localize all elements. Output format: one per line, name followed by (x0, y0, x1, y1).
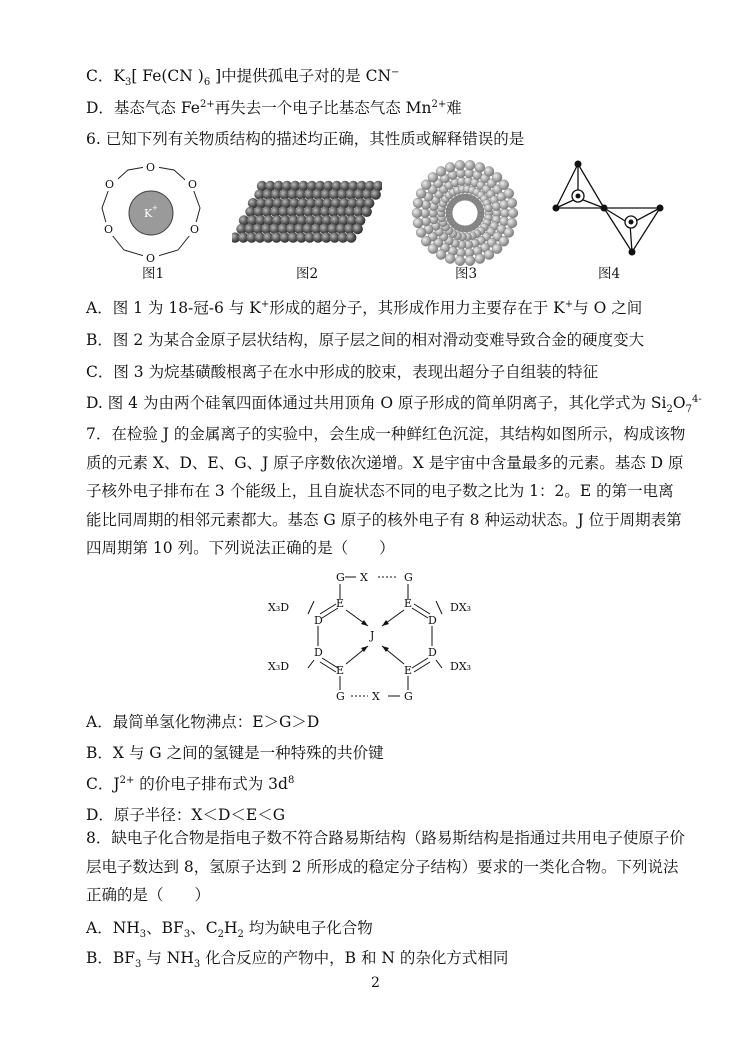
q7-option-a: A．最简单氢化物沸点：E＞G＞D (86, 713, 320, 731)
svg-text:O: O (146, 252, 156, 265)
svg-text:O: O (105, 178, 115, 191)
q6-stem: 6. 已知下列有关物质结构的描述均正确，其性质或解释错误的是 (86, 130, 525, 148)
svg-text:G: G (404, 571, 413, 584)
crown-ether-figure (96, 158, 206, 268)
figure-2-caption: 图2 (296, 266, 319, 282)
q8-option-b: B．$BF_3$ 与 $NH_3$ 化合反应的产物中，B 和 N 的杂化方式相同 (86, 949, 509, 971)
svg-text:O: O (188, 178, 198, 191)
svg-text:X: X (372, 690, 380, 703)
svg-text:E: E (336, 597, 345, 610)
svg-text:O: O (146, 161, 156, 174)
svg-text:D: D (428, 646, 437, 659)
svg-text:K: K (144, 207, 153, 220)
figure-4-caption: 图4 (598, 266, 621, 282)
q7-option-d: D．原子半径：X＜D＜E＜G (86, 806, 286, 824)
svg-text:E: E (404, 664, 413, 677)
alloy-layers-figure (232, 178, 382, 246)
q7-option-b: B．X 与 G 之间的氢键是一种特殊的共价键 (86, 744, 384, 762)
q6-option-a: A．图 1 为 18-冠-6 与 K+形成的超分子，其形成作用力主要存在于 K+与 O 之间 (86, 298, 643, 317)
q6-option-b: B．图 2 为某合金原子层状结构，原子层之间的相对滑动变难导致合金的硬度变大 (86, 331, 645, 349)
svg-text:D: D (428, 614, 437, 627)
figure-3-caption: 图3 (455, 266, 478, 282)
svg-text:J: J (370, 629, 375, 642)
svg-text:E: E (404, 597, 413, 610)
svg-text:O: O (104, 223, 114, 236)
q7-stem: 7．在检验 J 的金属离子的实验中，会生成一种鲜红色沉淀，其结构如图所示，构成该物质的元素 X、D、E、G、J 原子序数依次递增。X 是宇宙中含量最多的元素。基态 D 原子核外电子排布在 3 个能级上，且自旋状态不同的电子数之比为 1：2。E 的第一电离能比同周期的相邻元素都大。基态 G 原子的核外电子有 8 种运动状态。J 位于周期表第四周期第 10 列。下列说法正确的是（ ） (86, 425, 686, 557)
svg-text:G: G (336, 571, 345, 584)
micelle-figure (410, 158, 520, 268)
svg-text:DX₃: DX₃ (450, 601, 472, 614)
svg-text:D: D (314, 646, 323, 659)
q5-option-d: D．基态气态 $Fe^{2+}$再失去一个电子比基态气态 $Mn^{2+}$难 (86, 98, 462, 117)
q6-option-d: D. 图 4 为由两个硅氧四面体通过共用顶角 O 原子形成的简单阴离子，其化学式为 $Si_2O_7^{4-}$ (86, 393, 702, 416)
svg-text:X₃D: X₃D (268, 660, 290, 673)
svg-text:G: G (404, 690, 413, 703)
q7-option-c: C．$J^{2+}$ 的价电子排布式为 $3d^8$ (86, 774, 295, 793)
svg-text:O: O (190, 223, 200, 236)
q8-option-a: A．$NH_3$、$BF_3$、$C_2H_2$ 均为缺电子化合物 (86, 919, 373, 941)
silicate-tetrahedra-figure (548, 160, 678, 260)
page-number: 2 (371, 975, 380, 991)
q6-figures (0, 158, 751, 283)
svg-text:X₃D: X₃D (268, 601, 290, 614)
svg-text:+: + (152, 204, 158, 212)
q8-stem: 8．缺电子化合物是指电子数不符合路易斯结构（路易斯结构是指通过共用电子使原子价层电子数达到 8，氢原子达到 2 所形成的稳定分子结构）要求的一类化合物。下列说法正确的是（ ） (86, 829, 685, 904)
figure-1-caption: 图1 (142, 266, 165, 282)
q5-option-c: C．$K_3$[ Fe(CN )$_6$ ]中提供孤电子对的是 CN− (86, 66, 400, 89)
nickel-dimethylglyoxime-structure (260, 566, 490, 706)
svg-text:D: D (314, 614, 323, 627)
svg-text:DX₃: DX₃ (450, 660, 472, 673)
svg-text:X: X (360, 571, 368, 584)
q6-option-c: C．图 3 为烷基磺酸根离子在水中形成的胶束，表现出超分子自组装的特征 (86, 363, 599, 381)
svg-text:E: E (336, 664, 345, 677)
svg-text:G: G (336, 690, 345, 703)
